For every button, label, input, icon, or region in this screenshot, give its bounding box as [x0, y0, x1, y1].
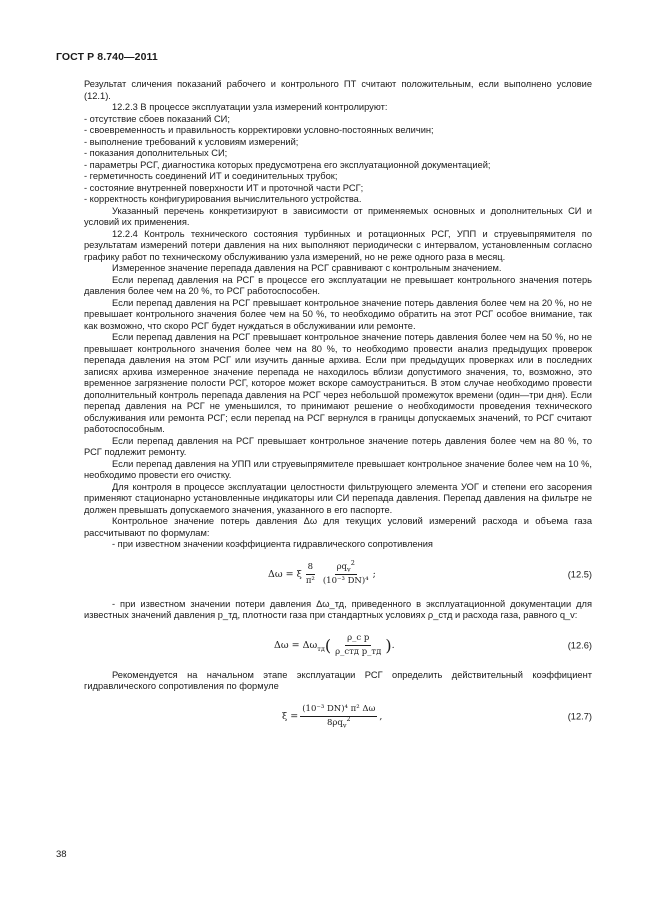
paragraph: Рекомендуется на начальном этапе эксплуатации РСГ определить действительный коэффициент гидравлического сопротивления по формуле — [84, 669, 592, 691]
paragraph: - показания дополнительных СИ; — [84, 148, 228, 158]
formula-tail: , — [379, 710, 383, 722]
formula-expression — [282, 700, 382, 734]
fraction-numerator: 8 — [306, 562, 315, 576]
fraction — [300, 704, 377, 730]
page-number: 38 — [56, 849, 67, 860]
paragraph: - своевременность и правильность корректировки условно-постоянных величин; — [84, 125, 434, 135]
paragraph: Если перепад давления на РСГ превышает контрольное значение потерь давления более чем на 80 %, то РСГ подлежит ремонту. — [84, 435, 592, 457]
formula-lhs: $\Delta\omega = \Delta\omega_{тд}$ — [274, 639, 325, 653]
formula-12-6 — [84, 629, 592, 663]
paragraph: Для контроля в процессе эксплуатации целостности фильтрующего элемента УОГ и степени его засорения применяют стационарно установленные индикаторы или СИ перепада давления. Перепад давления на фильтре не должен превышать допускаемого значения, указанного в его паспорте. — [84, 481, 592, 515]
formula-tail: . — [391, 639, 395, 651]
paragraph: Контрольное значение потерь давления Δω для текущих условий измерений расхода и объема газа рассчитывают по формулам: — [84, 516, 592, 538]
paragraph: 12.2.4 Контроль технического состояния турбинных и ротационных РСГ, УПП и струевыпрямителя по результатам измерений потери давления на них выполняют периодически с интервалом, установленным согласно графику работ по техническому обслуживанию узла измерений, но не реже одного раза в месяц. — [84, 228, 592, 262]
fraction — [321, 558, 371, 588]
paragraph-list — [84, 79, 592, 551]
paragraph: Указанный перечень конкретизируют в зависимости от применяемых основных и дополнительных СИ и условий их применения. — [84, 205, 592, 227]
equation-number: (12.6) — [567, 639, 592, 650]
fraction-denominator: $8\rho q_v^2$ — [326, 715, 351, 730]
paragraph: 12.2.3 В процессе эксплуатации узла измерений контролируют: — [112, 102, 388, 112]
body-text — [84, 79, 592, 741]
paragraph: - при известном значении потери давления Δω_тд, приведенного в эксплуатационной документации для известных значений давления p_тд, плотности газа при стандартных условиях ρ_стд и расхода газа, равного q_v: — [84, 598, 592, 620]
paragraph: - отсутствие сбоев показаний СИ; — [84, 113, 230, 124]
paragraph: Если перепад давления на УПП или струевыпрямителе превышает контрольное значение более чем на 10 %, необходимо провести его очистку. — [84, 458, 592, 480]
fraction-numerator: $\rho q_v^2$ — [336, 558, 355, 574]
equation-number: (12.5) — [567, 568, 592, 579]
fraction — [333, 633, 383, 659]
formula-lhs: ξ = — [282, 710, 299, 722]
fraction-denominator: (10⁻³ DN)⁴ — [322, 576, 369, 586]
paragraph: Результат сличения показаний рабочего и контрольного ПТ считают положительным, если выполнено условие (12.1). — [84, 79, 592, 101]
fraction-denominator: ρ_стд p_тд — [335, 647, 382, 657]
paragraph: Если перепад давления на РСГ превышает контрольное значение потерь давления более чем на 20 %, но не превышает контрольного значения более чем на 50 %, то необходимо обратить на этот РСГ особое внимание, так как возможно, что скоро РСГ будет нуждаться в обслуживании или ремонте. — [84, 297, 592, 331]
fraction-numerator: (10⁻³ DN)⁴ π² Δω — [300, 704, 377, 718]
equation-number: (12.7) — [567, 710, 592, 721]
formula-12-7 — [84, 700, 592, 734]
paragraph: Измеренное значение перепада давления на РСГ сравнивают с контрольным значением. — [112, 263, 502, 273]
formula-lhs: Δω = ξ — [268, 568, 302, 580]
fraction-numerator: ρ_с p — [345, 633, 371, 647]
fraction — [304, 562, 317, 588]
paragraph: - параметры РСГ, диагностика которых предусмотрена его эксплуатационной документацией; — [84, 159, 491, 170]
paragraph: - герметичность соединений ИТ и соединительных трубок; — [84, 171, 338, 181]
paragraph: - при известном значении коэффициента гидравлического сопротивления — [112, 539, 433, 549]
formula-expression — [268, 558, 376, 592]
paragraph: - корректность конфигурирования вычислительного устройства. — [84, 194, 362, 204]
paragraph: Если перепад давления на РСГ превышает контрольное значение потерь давления более чем на 50 %, но не превышает контрольного значения более чем на 80 %, то необходимо провести анализ предыдущих проверок перепада давления на этом РСГ или изучить данные архива. Если при предыдущих проверках или в последних записях архива измеренное значение перепада не находилось вблизи допустимого значения, то, возможно, это временное загрязнение полости РСГ, которое может вскоре самоустраниться. В этом случае необходимо провести дополнительный контроль перепада давления на РСГ через небольшой промежуток времени (один—три дня). Если перепад давления на РСГ не уменьшился, то принимают решение о необходимости проведения технического обслуживания или ремонта РСГ; если перепад на РСГ вернулся в границы допускаемых значений, то РСГ считают работоспособным. — [84, 332, 592, 434]
formula-expression: $\Delta\omega = \Delta\omega_{тд}$ ( $\frac{\text{ρ\_с p}}{\text{ρ\_стд p\_тд}}$ ) . — [274, 632, 395, 657]
fraction-denominator: π² — [305, 576, 315, 586]
paragraph: Если перепад давления на РСГ в процессе его эксплуатации не превышает контрольного значения потерь давления более чем на 20 %, то РСГ работоспособен. — [84, 274, 592, 296]
standard-header: ГОСТ Р 8.740—2011 — [56, 51, 158, 63]
paragraph: - выполнение требований к условиям измерений; — [84, 136, 299, 147]
paragraph: - состояние внутренней поверхности ИТ и проточной части РСГ; — [84, 182, 364, 193]
formula-tail: ; — [372, 568, 376, 580]
formula-12-5 — [84, 558, 592, 592]
